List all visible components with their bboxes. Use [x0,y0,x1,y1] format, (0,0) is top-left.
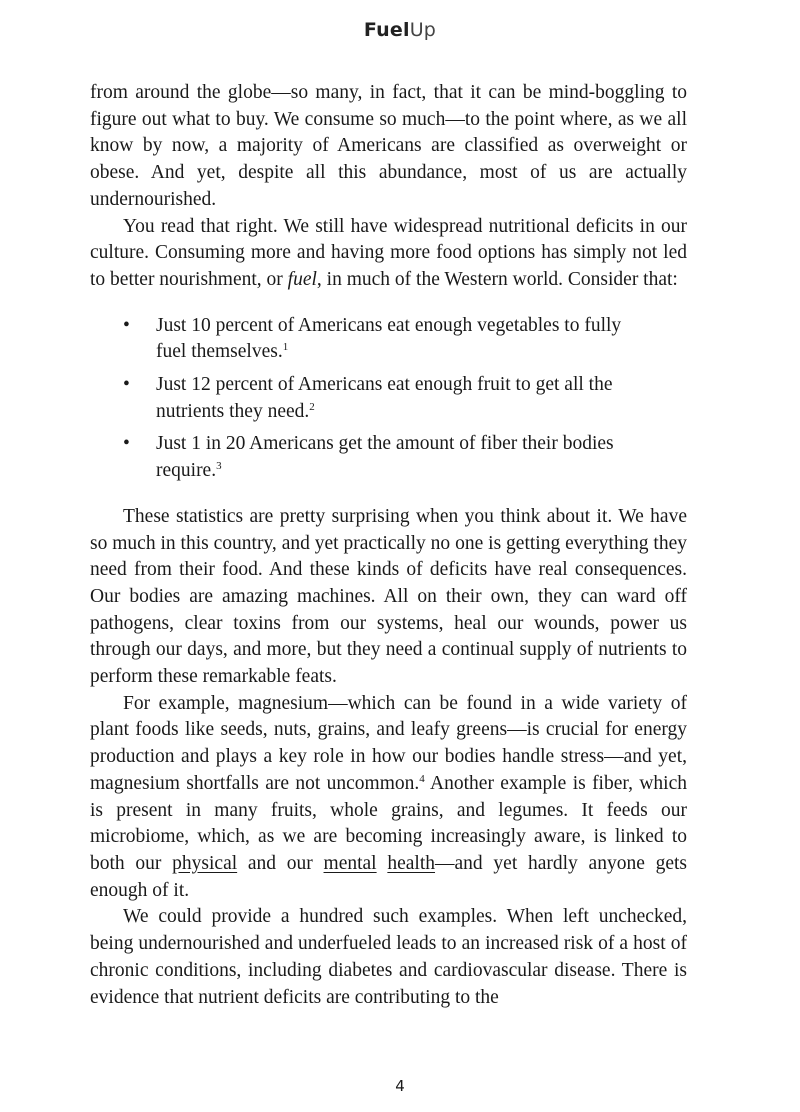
footnote-marker[interactable]: 2 [309,400,315,413]
paragraph-2-part-1: You read that right. We still have widespread nutritional deficits in our culture. Consuming more and having more food options has simply not led to better nourishment, or [90,215,687,290]
list-item [90,431,626,484]
link-physical[interactable]: physical [172,852,238,874]
running-header [0,17,800,43]
footnote-marker[interactable]: 4 [419,772,425,785]
emphasis-fuel: fuel [287,268,317,290]
statistics-list [90,313,687,485]
paragraph-4-part-2: Another example is fiber, which is present in many fruits, whole grains, and legumes. It feeds our microbiome, which, as we are becoming increasingly aware, is linked to both our [90,772,687,874]
footnote-marker[interactable]: 1 [282,341,289,354]
page-number: 4 [395,1077,405,1095]
body-text [90,80,687,1011]
link-health[interactable]: health [387,852,436,874]
paragraph-2-part-2: , in much of the Western world. Consider that: [316,268,678,290]
paragraph-4-part-4 [377,853,388,874]
paragraph-5: We could provide a hundred such examples. When left unchecked, being undernourished and underfueled leads to an increased risk of a host of chronic conditions, including diabetes and cardiovascular disease. There is evidence that nutrient deficits are contributing to the [90,906,687,1008]
list-item [90,313,626,366]
bullet-icon: • [123,314,130,336]
paragraph-3: These statistics are pretty surprising when you think about it. We have so much in this country, and yet practically no one is getting everything they need from their food. And these kinds of deficits have real consequences. Our bodies are amazing machines. All on their own, they can ward off pathogens, clear toxins from our systems, heal our wounds, power us through our days, and more, but they need a continual supply of nutrients to perform these remarkable feats. [90,505,687,688]
paragraph-1: from around the globe—so many, in fact, that it can be mind-boggling to figure out what to buy. We consume so much—to the point where, as we all know by now, a majority of Americans are classified as overweight or obese. And yet, despite all this abundance, most of us are actually undernourished. [90,82,687,210]
bullet-icon: • [123,374,130,396]
bullet-icon: • [123,433,130,455]
list-item [90,372,626,425]
list-item-text: Just 1 in 20 Americans get the amount of fiber their bodies require. [156,433,614,482]
paragraph-4-part-3: and our [237,852,324,874]
link-mental[interactable]: mental [323,852,377,874]
footnote-marker[interactable]: 3 [216,460,222,473]
paragraph-4-part-1: For example, magnesium—which can be found in a wide variety of plant foods like seeds, nuts, grains, and leafy greens—is crucial for energy production and plays a key role in how our bodies handle stress—and yet, magnesium shortfalls are not uncommon. [90,692,687,794]
paragraph-4-part-5: —and yet hardly anyone gets enough of it. [90,852,688,901]
brand-bold: Fuel [363,19,410,41]
paragraph-4 [90,691,687,905]
brand-light: Up [409,19,437,41]
paragraph-2 [90,214,687,294]
list-item-text: Just 12 percent of Americans eat enough fruit to get all the nutrients they need. [156,374,613,422]
list-item-text: Just 10 percent of Americans eat enough vegetables to fully fuel themselves. [156,314,622,363]
